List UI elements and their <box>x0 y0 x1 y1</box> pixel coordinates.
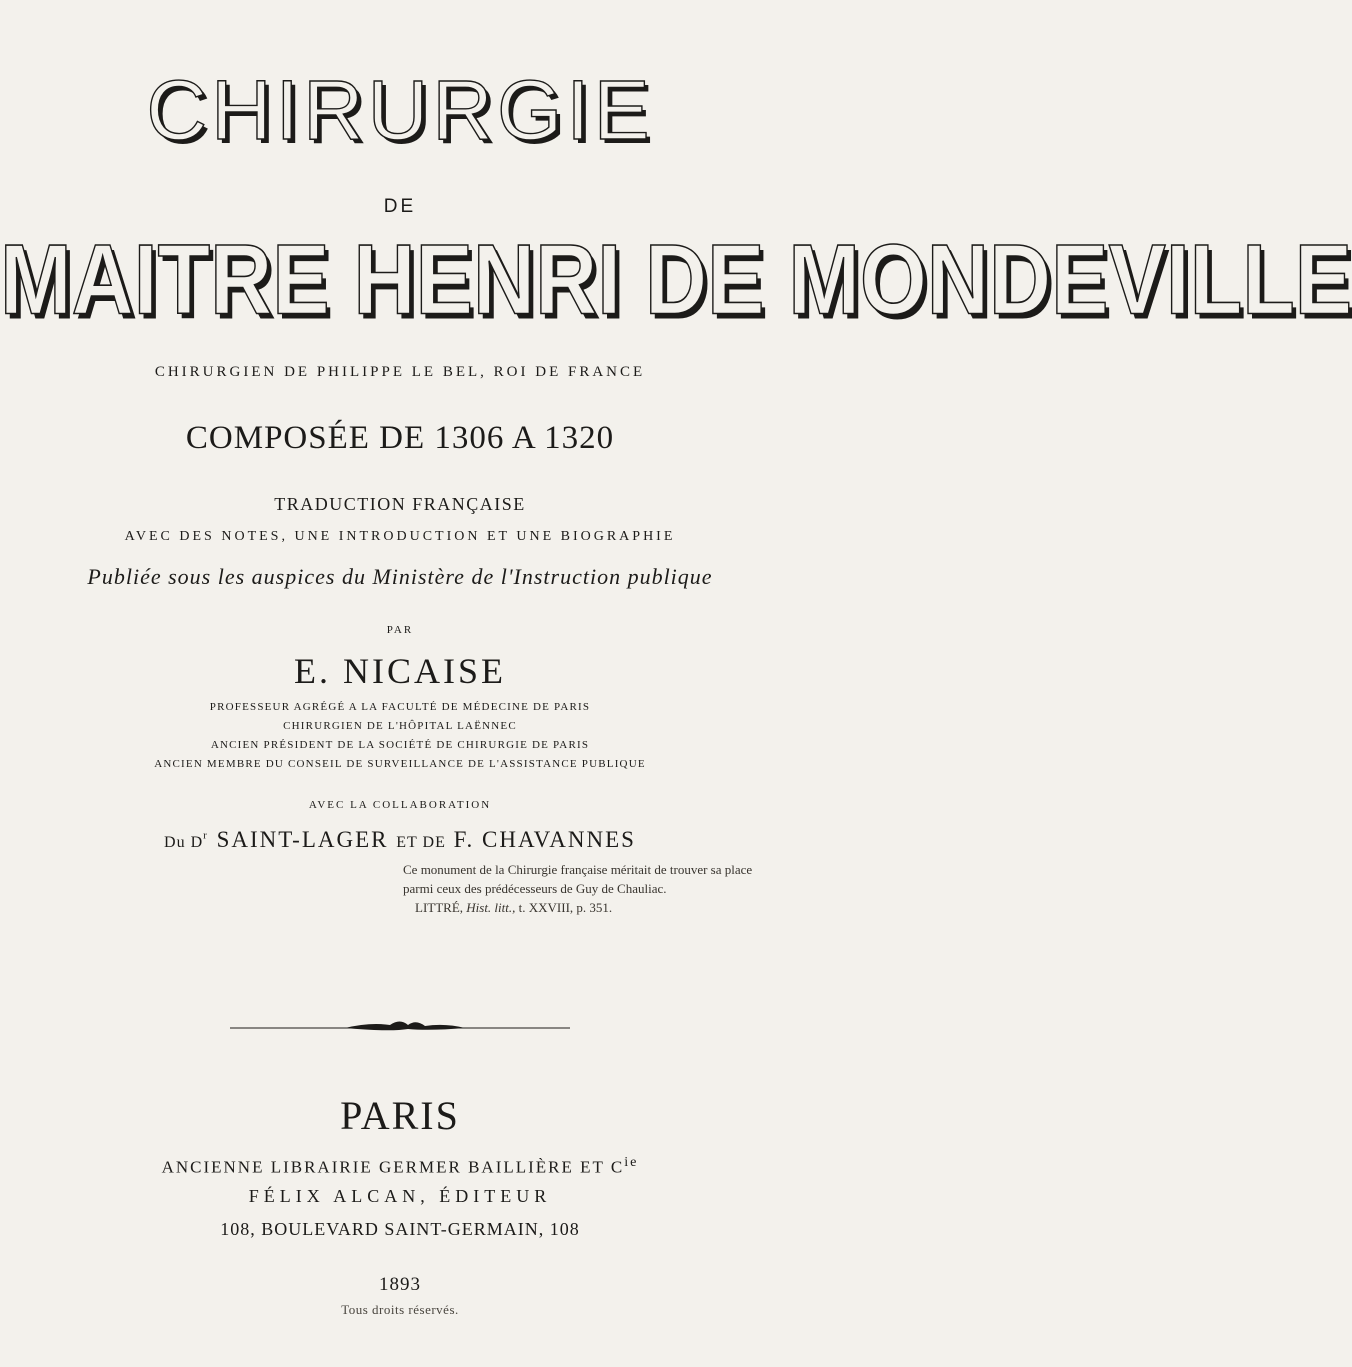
collab-conj: ET DE <box>396 834 446 851</box>
ornamental-rule <box>230 1016 570 1036</box>
publisher-sup: ie <box>624 1154 639 1170</box>
editor-credential: PROFESSEUR AGRÉGÉ A LA FACULTÉ DE MÉDECINE DE PARIS <box>209 701 591 713</box>
editor-credential: ANCIEN MEMBRE DU CONSEIL DE SURVEILLANCE DE L'ASSISTANCE PUBLIQUE <box>154 758 646 770</box>
edition-contents: AVEC DES NOTES, UNE INTRODUCTION ET UNE BIOGRAPHIE <box>124 529 676 544</box>
collab-prefix: Du D <box>164 834 204 851</box>
translation-label: TRADUCTION FRANÇAISE <box>274 494 526 514</box>
collaborator-2: F. CHAVANNES <box>453 827 636 852</box>
publication-year: 1893 <box>379 1274 421 1295</box>
epigraph-text: Ce monument de la Chirurgie française méritait de trouver sa place parmi ceux des prédécesseurs de Guy de Chauliac. <box>403 862 753 896</box>
epigraph <box>403 860 763 917</box>
editor-credential: CHIRURGIEN DE L'HÔPITAL LAËNNEC <box>283 720 517 732</box>
by-label: PAR <box>386 624 414 636</box>
epigraph-citation <box>403 898 763 917</box>
author-role: CHIRURGIEN DE PHILIPPE LE BEL, ROI DE FRANCE <box>154 364 646 380</box>
citation-ref: t. XXVIII, p. 351. <box>518 900 613 915</box>
rights-notice: Tous droits réservés. <box>341 1302 459 1317</box>
collaborators <box>0 827 800 853</box>
auspices-line: Publiée sous les auspices du Ministère de l'Instruction publique <box>87 564 713 589</box>
editor-credential: ANCIEN PRÉSIDENT DE LA SOCIÉTÉ DE CHIRURGIE DE PARIS <box>210 739 590 751</box>
editor-name: E. NICAISE <box>294 651 506 691</box>
collab-dr-sup: r <box>203 829 209 842</box>
title-connector: DE <box>383 196 417 217</box>
publisher-city: PARIS <box>340 1093 460 1138</box>
title-chirurgie: CHIRURGIE <box>146 63 654 157</box>
title-author: MAITRE HENRI DE MONDEVILLE <box>0 225 1352 336</box>
publisher-line2: FÉLIX ALCAN, ÉDITEUR <box>248 1186 552 1206</box>
publisher-line1 <box>0 1154 800 1178</box>
composition-dates: COMPOSÉE DE 1306 A 1320 <box>185 420 615 456</box>
citation-work: Hist. litt., <box>466 900 516 915</box>
collaboration-label: AVEC LA COLLABORATION <box>308 799 492 811</box>
publisher-name: ANCIENNE LIBRAIRIE GERMER BAILLIÈRE ET C <box>161 1157 625 1177</box>
collaborator-1: SAINT-LAGER <box>216 827 389 852</box>
publisher-address: 108, BOULEVARD SAINT-GERMAIN, 108 <box>220 1219 580 1239</box>
citation-author: LITTRÉ, <box>415 900 464 915</box>
